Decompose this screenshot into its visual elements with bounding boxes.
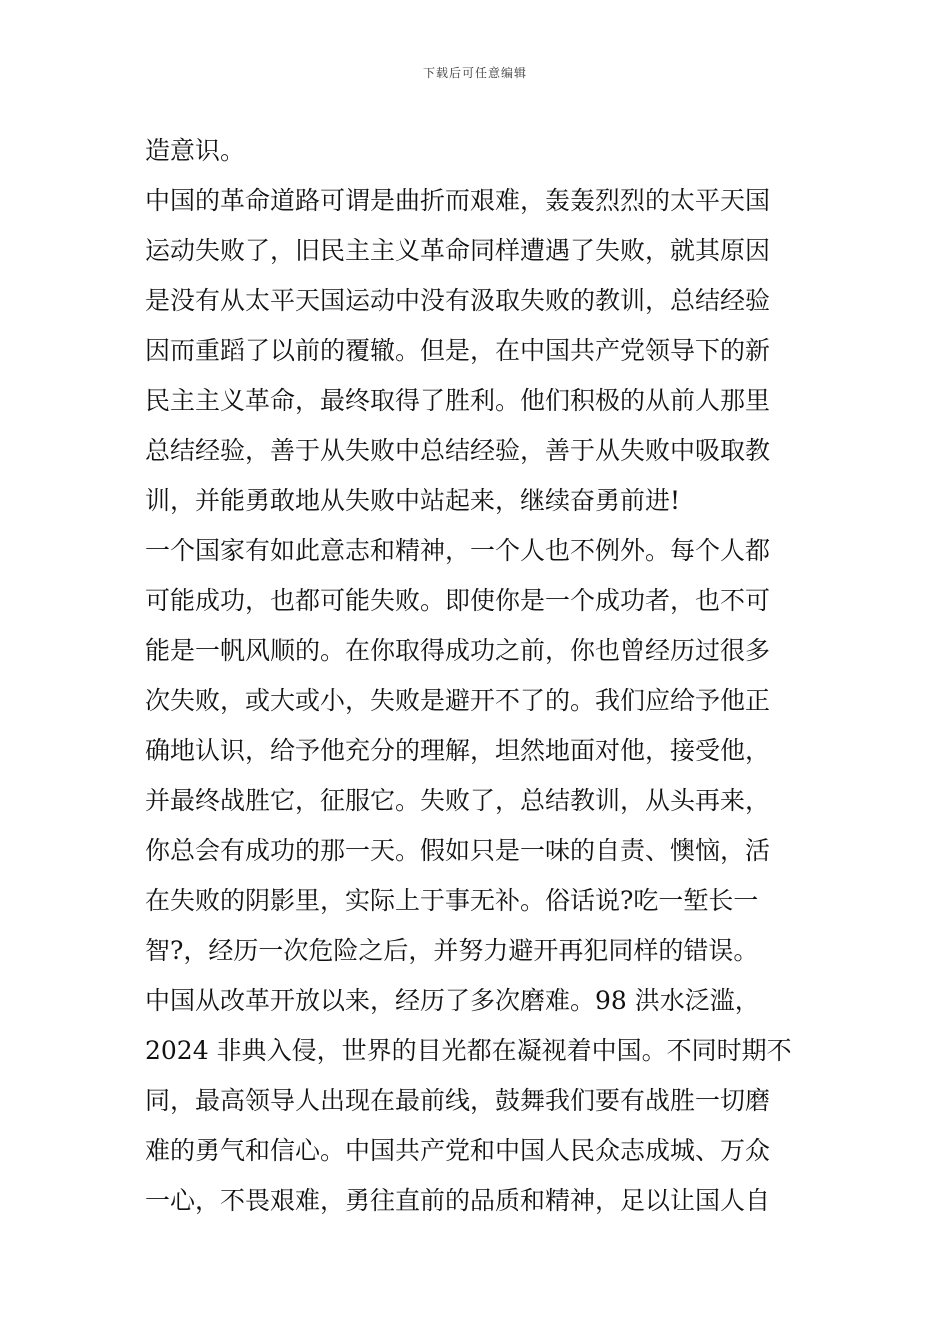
text-line: 运动失败了，旧民主主义革命同样遭遇了失败，就其原因 [145, 236, 771, 265]
text-line: 因而重蹈了以前的覆辙。但是，在中国共产党领导下的新 [145, 336, 771, 365]
text-line: 中国的革命道路可谓是曲折而艰难，轰轰烈烈的太平天国 [145, 186, 771, 215]
text-line: 造意识。 [145, 136, 246, 165]
text-line: 2024 非典入侵，世界的目光都在凝视着中国。不同时期不 [145, 1036, 792, 1065]
text-line: 能是一帆风顺的。在你取得成功之前，你也曾经历过很多 [145, 636, 771, 665]
text-line: 同，最高领导人出现在最前线，鼓舞我们要有战胜一切磨 [145, 1086, 771, 1115]
text-line: 一心，不畏艰难，勇往直前的品质和精神，足以让国人自 [145, 1186, 771, 1215]
text-line: 智?，经历一次危险之后，并努力避开再犯同样的错误。 [145, 936, 759, 965]
text-line: 确地认识，给予他充分的理解，坦然地面对他，接受他， [145, 736, 771, 765]
text-line: 你总会有成功的那一天。假如只是一味的自责、懊恼，活 [145, 836, 771, 865]
text-line: 次失败，或大或小，失败是避开不了的。我们应给予他正 [145, 686, 771, 715]
text-line: 难的勇气和信心。中国共产党和中国人民众志成城、万众 [145, 1136, 771, 1165]
text-line: 总结经验，善于从失败中总结经验，善于从失败中吸取教 [145, 436, 771, 465]
text-line: 在失败的阴影里，实际上于事无补。俗话说?吃一堑长一 [145, 886, 759, 915]
page-header: 下载后可任意编辑 [422, 66, 527, 80]
text-line: 民主主义革命，最终取得了胜利。他们积极的从前人那里 [145, 386, 771, 415]
document-body [145, 126, 815, 1226]
text-line: 一个国家有如此意志和精神，一个人也不例外。每个人都 [145, 536, 771, 565]
text-line: 训，并能勇敢地从失败中站起来，继续奋勇前进! [145, 486, 681, 515]
text-line: 中国从改革开放以来，经历了多次磨难。98 洪水泛滥， [145, 986, 760, 1015]
text-line: 可能成功，也都可能失败。即使你是一个成功者，也不可 [145, 586, 771, 615]
text-line: 并最终战胜它，征服它。失败了，总结教训，从头再来， [145, 786, 771, 815]
text-line: 是没有从太平天国运动中没有汲取失败的教训，总结经验 [145, 286, 771, 315]
